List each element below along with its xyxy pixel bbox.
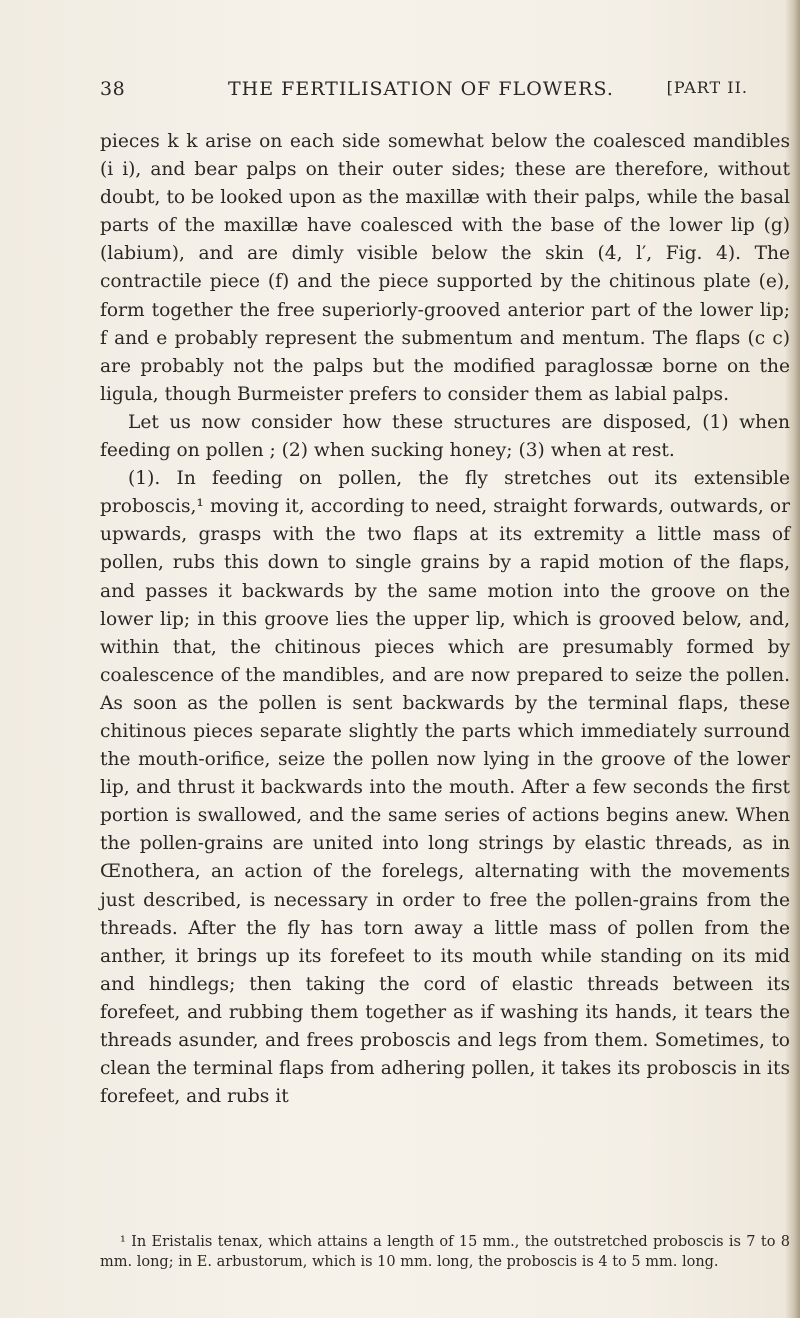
- running-title: THE FERTILISATION OF FLOWERS.: [228, 78, 614, 100]
- body-text: [100, 128, 790, 1111]
- page-number: 38: [100, 78, 126, 100]
- paragraph-1: pieces k k arise on each side somewhat below the coalesced mandibles (i i), and bear palps on their outer sides; these are therefore, without doubt, to be looked upon as the maxillæ with their palps, while the basal parts of the maxillæ have coalesced with the base of the lower lip (g) (labium), and are dimly visible below the skin (4, l′, Fig. 4). The contractile piece (f) and the piece supported by the chitinous plate (e), form together the free superiorly-grooved anterior part of the lower lip; f and e probably represent the submentum and mentum. The flaps (c c) are probably not the palps but the modified paraglossæ borne on the ligula, though Burmeister prefers to consider them as labial palps.: [100, 131, 790, 405]
- paragraph-2: Let us now consider how these structures are disposed, (1) when feeding on pollen ; (2) when sucking honey; (3) when at rest.: [100, 411, 790, 462]
- footnote: [100, 1232, 790, 1272]
- running-header: [100, 78, 748, 108]
- part-label: [PART II.: [666, 78, 748, 97]
- paragraph-3: (1). In feeding on pollen, the fly stretches out its extensible proboscis,¹ moving it, according to need, straight forwards, outwards, or upwards, grasps with the two flaps at its extremity a little mass of pollen, rubs this down to single grains by a rapid motion of the flaps, and passes it backwards by the same motion into the groove on the lower lip; in this groove lies the upper lip, which is grooved below, and, within that, the chitinous pieces which are presumably formed by coalescence of the mandibles, and are now prepared to seize the pollen. As soon as the pollen is sent backwards by the terminal flaps, these chitinous pieces separate slightly the parts which immediately surround the mouth-orifice, seize the pollen now lying in the groove of the lower lip, and thrust it backwards into the mouth. After a few seconds the first portion is swallowed, and the same series of actions begins anew. When the pollen-grains are united into long strings by elastic threads, as in Œnothera, an action of the forelegs, alternating with the movements just described, is necessary in order to free the pollen-grains from the threads. After the fly has torn away a little mass of pollen from the anther, it brings up its forefeet to its mouth while standing on its mid and hindlegs; then taking the cord of elastic threads between its forefeet, and rubbing them together as if washing its hands, it tears the threads asunder, and frees proboscis and legs from them. Sometimes, to clean the terminal flaps from adhering pollen, it takes its proboscis in its forefeet, and rubs it: [100, 468, 790, 1108]
- footnote-1: ¹ In Eristalis tenax, which attains a length of 15 mm., the outstretched proboscis is 7 to 8 mm. long; in E. arbustorum, which is 10 mm. long, the proboscis is 4 to 5 mm. long.: [100, 1234, 790, 1270]
